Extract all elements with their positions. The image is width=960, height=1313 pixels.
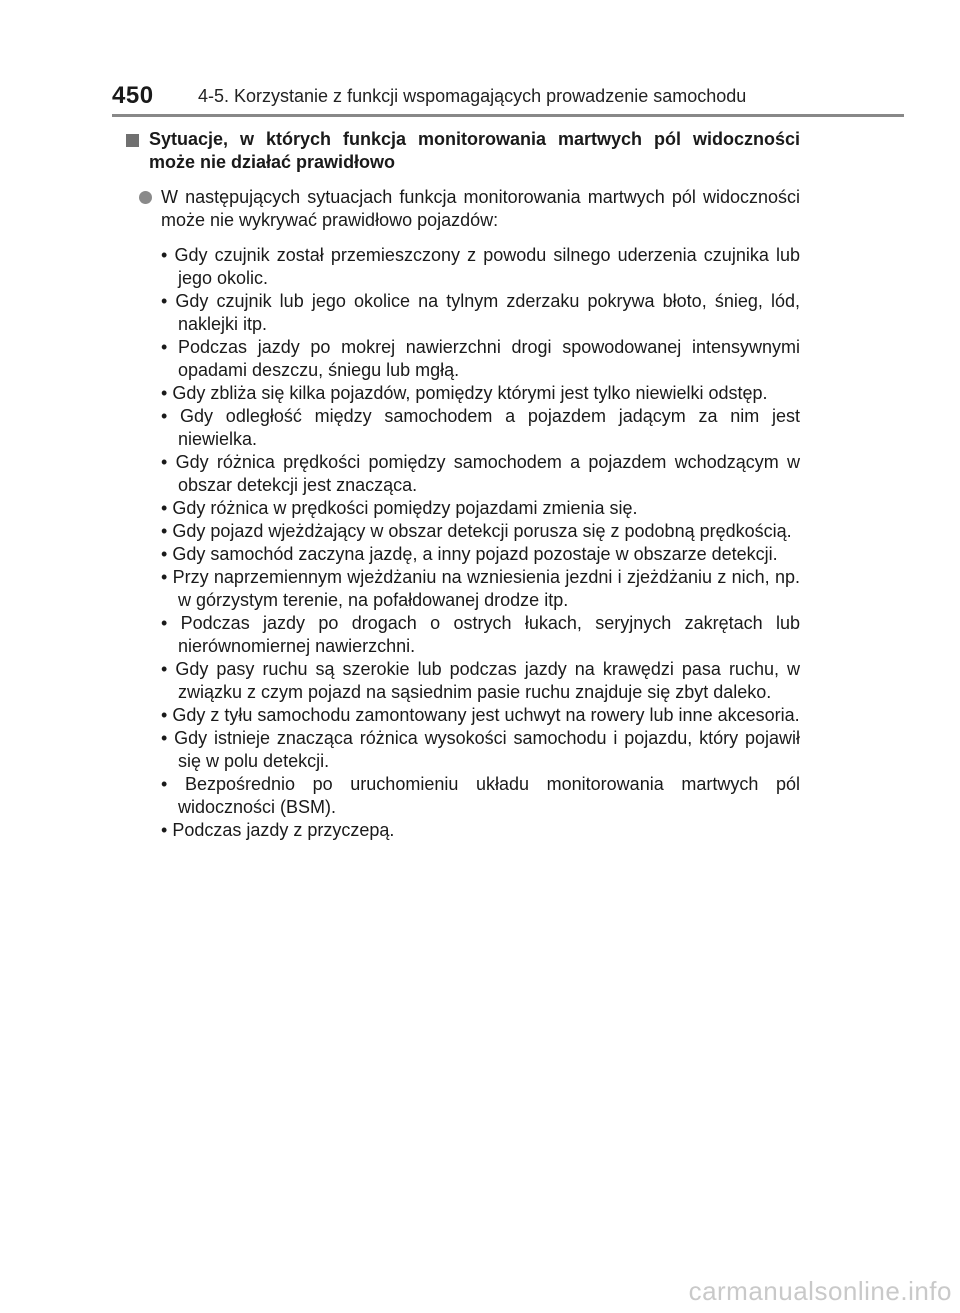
square-bullet-icon [126, 134, 139, 147]
main-content [126, 128, 800, 842]
list-item: • Gdy istnieje znacząca różnica wysokości samochodu i pojazdu, który pojawił się w polu detekcji. [161, 727, 800, 773]
watermark: carmanualsonline.info [688, 1276, 952, 1306]
intro-paragraph [139, 186, 800, 232]
list-item: • Gdy różnica w prędkości pomiędzy pojazdami zmienia się. [161, 497, 800, 520]
list-item: • Gdy czujnik został przemieszczony z powodu silnego uderzenia czujnika lub jego okolic. [161, 244, 800, 290]
conditions-list [161, 244, 800, 842]
list-item: • Gdy zbliża się kilka pojazdów, pomiędzy którymi jest tylko niewielki odstęp. [161, 382, 800, 405]
intro-text: W następujących sytuacjach funkcja monitorowania martwych pól widoczności może nie wykrywać prawidłowo pojazdów: [161, 187, 800, 230]
list-item: • Gdy z tyłu samochodu zamontowany jest uchwyt na rowery lub inne akcesoria. [161, 704, 800, 727]
list-item: • Gdy pojazd wjeżdżający w obszar detekcji porusza się z podobną prędkością. [161, 520, 800, 543]
circle-bullet-icon [139, 191, 152, 204]
list-item: • Gdy różnica prędkości pomiędzy samochodem a pojazdem wchodzącym w obszar detekcji jest znacząca. [161, 451, 800, 497]
page-number: 450 [112, 82, 154, 109]
page-header [112, 78, 904, 114]
list-item: • Podczas jazdy po mokrej nawierzchni drogi spowodowanej intensywnymi opadami deszczu, śniegu lub mgłą. [161, 336, 800, 382]
list-item: • Gdy odległość między samochodem a pojazdem jadącym za nim jest niewielka. [161, 405, 800, 451]
list-item: • Gdy samochód zaczyna jazdę, a inny pojazd pozostaje w obszarze detekcji. [161, 543, 800, 566]
list-item: • Podczas jazdy z przyczepą. [161, 819, 800, 842]
list-item: • Gdy pasy ruchu są szerokie lub podczas jazdy na krawędzi pasa ruchu, w związku z czym pojazd na sąsiednim pasie ruchu znajduje się zbyt daleko. [161, 658, 800, 704]
chapter-title: 4-5. Korzystanie z funkcji wspomagających prowadzenie samochodu [198, 85, 747, 106]
list-item: • Przy naprzemiennym wjeżdżaniu na wzniesienia jezdni i zjeżdżaniu z nich, np. w górzystym terenie, na pofałdowanej drodze itp. [161, 566, 800, 612]
header-divider [112, 114, 904, 117]
section-title: Sytuacje, w których funkcja monitorowania martwych pól widoczności może nie działać prawidłowo [149, 129, 800, 172]
list-item: • Gdy czujnik lub jego okolice na tylnym zderzaku pokrywa błoto, śnieg, lód, naklejki itp. [161, 290, 800, 336]
list-item: • Podczas jazdy po drogach o ostrych łukach, seryjnych zakrętach lub nierównomiernej nawierzchni. [161, 612, 800, 658]
list-item: • Bezpośrednio po uruchomieniu układu monitorowania martwych pól widoczności (BSM). [161, 773, 800, 819]
section-heading [126, 128, 800, 174]
